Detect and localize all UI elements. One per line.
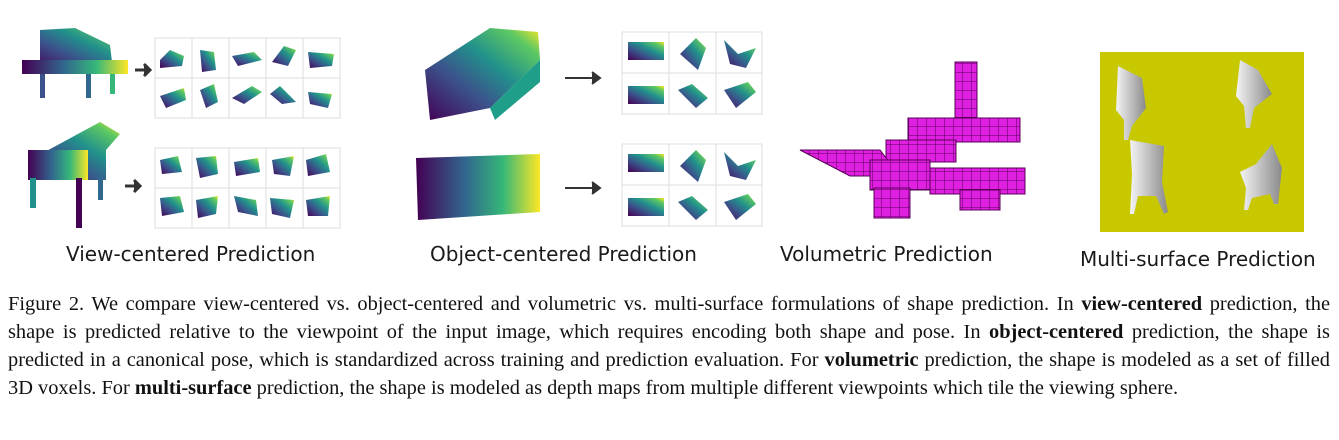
piano-input-bottom [28,122,120,228]
caption-text-2: prediction, the shape is predicted in a canonical pose, which is standardized across training and prediction evaluation. For [8,321,1330,371]
caption-term-view-centered: view-centered [1081,293,1203,315]
panel-label-volumetric: Volumetric Prediction [780,242,993,266]
caption-text-1: prediction, the shape is predicted relative to the viewpoint of the input image, which requires encoding both shape and pose. In [8,293,1331,343]
caption-term-volumetric: volumetric [824,349,919,371]
object-centered-panel [416,28,762,226]
panel-label-view-centered: View-centered Prediction [66,242,316,266]
caption-term-multi-surface: multi-surface [134,377,252,399]
caption-text-4: prediction, the shape is modeled as depth maps from multiple different viewpoints which tile the viewing sphere. [251,377,1179,399]
panel-label-multi-surface: Multi-surface Prediction [1080,247,1316,271]
prediction-grid-top [155,38,340,118]
arrow-icon [125,180,140,192]
view-centered-panel [22,28,340,228]
piano-input-top [22,28,128,98]
caption-term-object-centered: object-centered [989,321,1124,343]
depth-maps [1100,52,1304,232]
arrow-icon [135,64,150,76]
arrow-icon [565,72,600,84]
panel-label-object-centered: Object-centered Prediction [430,242,697,266]
caption-text-3: prediction, the shape is modeled as a set of filled 3D voxels. For [8,349,1330,399]
voxel-airplane [800,62,1025,218]
arrow-icon [565,182,600,194]
figure-caption [8,290,1330,402]
caption-lead: Figure 2. We compare view-centered vs. object-centered and volumetric vs. multi-surface formulations of shape prediction. In [8,293,1082,315]
